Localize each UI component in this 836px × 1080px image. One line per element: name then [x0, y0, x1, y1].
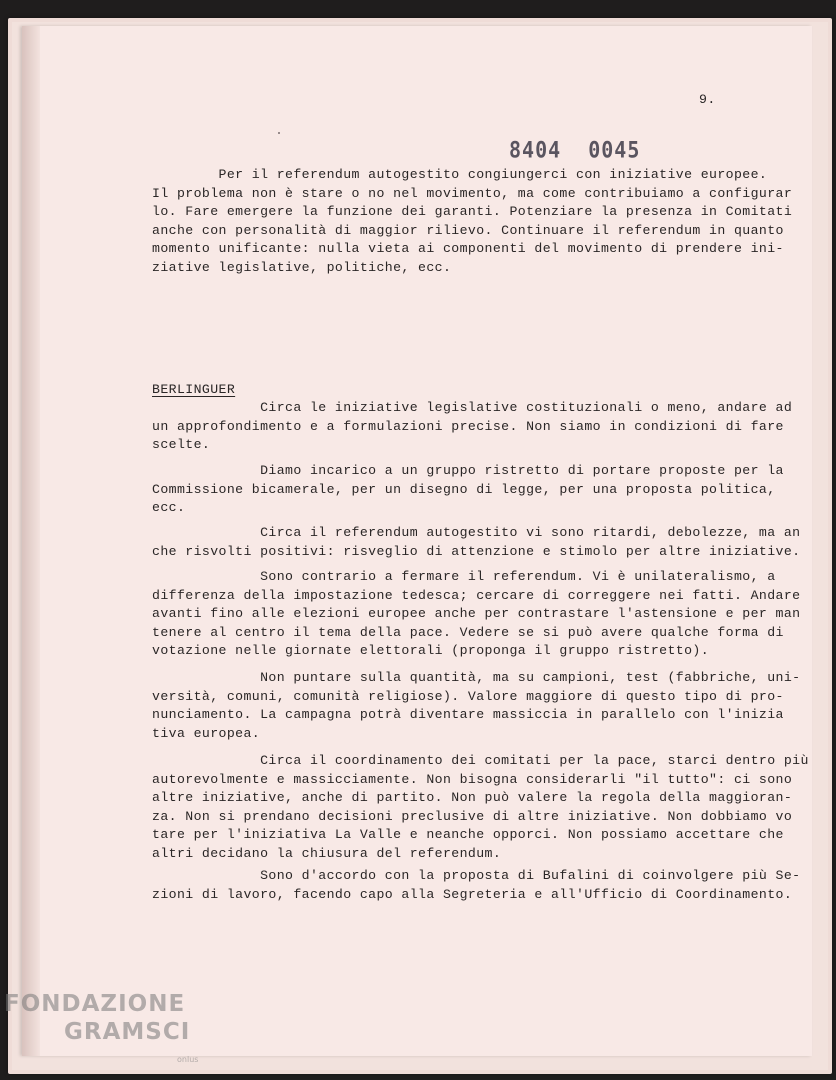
paragraph-3: Circa il referendum autogestito vi sono ritardi, debolezze, ma an che risvolti positivi: risveglio di attenzione e stimolo per altre iniziative. [152, 525, 801, 559]
intro-paragraph: Per il referendum autogestito congiungerci con iniziative europee. Il problema non è stare o no nel movimento, ma come contribuiamo a configurar lo. Fare emergere la funzione dei garanti. Potenziare la presenza in Comitati anche con personalità di maggior rilievo. Continuare il referendum in quanto momento unificante: nulla vieta ai componenti del movimento di prendere ini- ziative legislative, politiche, ecc. [152, 167, 793, 275]
watermark-line-1: FONDAZIONE [4, 991, 186, 1017]
paragraph-1: Circa le iniziative legislative costituzionali o meno, andare ad un approfondimento e a formulazioni precise. Non siamo in condizioni di fare scelte. [152, 400, 793, 452]
document-page [22, 26, 812, 1056]
foundation-watermark [4, 990, 190, 1046]
paragraph-2: Diamo incarico a un gruppo ristretto di portare proposte per la Commissione bicamerale, per un disegno di legge, per una proposta politica, ecc. [152, 463, 784, 515]
watermark-line-2: GRAMSCI [64, 1019, 191, 1045]
paragraph-5: Non puntare sulla quantità, ma su campioni, test (fabbriche, uni- versità, comuni, comunità religiose). Valore maggiore di questo tipo di pro- nunciamento. La campagna potrà diventare massiccia in parallelo con l'inizia tiva europea. [152, 670, 801, 741]
speaker-heading: BERLINGUER [152, 382, 236, 397]
paragraph-6: Circa il coordinamento dei comitati per la pace, starci dentro più autorevolmente e massicciamente. Non bisogna considerarli "il tutto": ci sono altre iniziative, anche di partito. Non può valere la regola della maggioran- za. Non si prendano decisioni preclusive di altre iniziative. Non dobbiamo vo tare per l'iniziativa La Valle e neanche opporci. Non possiamo accettare che altri decidano la chiusura del referendum. [152, 753, 809, 861]
page-binding-edge [22, 26, 40, 1056]
watermark-subtitle: onlus [177, 1055, 199, 1064]
archive-stamp-code: 8404 0045 [509, 136, 641, 164]
paragraph-7: Sono d'accordo con la proposta di Bufalini di coinvolgere più Se- zioni di lavoro, facendo capo alla Segreteria e all'Ufficio di Coordinamento. [152, 868, 801, 902]
paper-speck [278, 132, 280, 134]
page-number: 9. [699, 92, 716, 107]
paragraph-4: Sono contrario a fermare il referendum. Vi è unilateralismo, a differenza della impostazione tedesca; cercare di correggere nei fatti. Andare avanti fino alle elezioni europee anche per contrastare l'astensione e per man tenere al centro il tema della pace. Vedere se si può avere qualche forma di votazione nelle giornate elettorali (proponga il gruppo ristretto). [152, 569, 801, 658]
